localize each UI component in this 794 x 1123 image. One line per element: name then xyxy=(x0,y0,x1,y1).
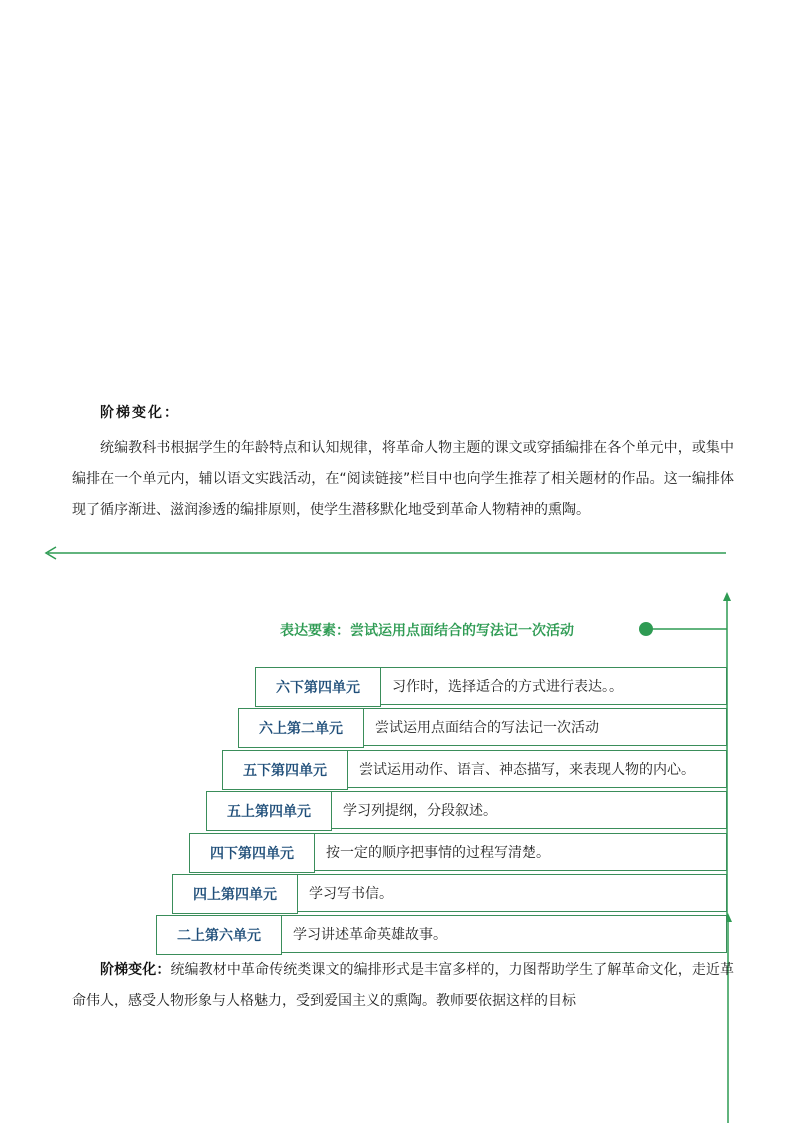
section1-paragraph: 统编教科书根据学生的年龄特点和认知规律，将革命人物主题的课文或穿插编排在各个单元中，或集中编排在一个单元内，辅以语文实践活动，在“阅读链接”栏目中也向学生推荐了相关题材的作品。这一编排体现了循序渐进、滋润渗透的编排原则，使学生潜移默化地受到革命人物精神的熏陶。 xyxy=(72,440,734,518)
step-unit-label: 四上第四单元 xyxy=(172,874,298,914)
step-row xyxy=(255,667,727,705)
step-row xyxy=(156,915,727,953)
step-unit-label: 五上第四单元 xyxy=(206,791,332,831)
section1-heading: 阶梯变化： xyxy=(100,405,180,421)
step-unit-label: 五下第四单元 xyxy=(222,750,348,790)
step-description: 按一定的顺序把事情的过程写清楚。 xyxy=(326,845,550,861)
step-description: 习作时，选择适合的方式进行表达。。 xyxy=(392,679,623,695)
step-row xyxy=(206,791,727,829)
step-description: 尝试运用动作、语言、神态描写，来表现人物的内心。 xyxy=(359,762,695,778)
step-unit-label: 六下第四单元 xyxy=(255,667,381,707)
step-row xyxy=(238,708,727,746)
step-unit-label: 六上第二单元 xyxy=(238,708,364,748)
step-row xyxy=(172,874,727,912)
goal-label: 表达要素：尝试运用点面结合的写法记一次活动 xyxy=(280,623,574,639)
step-row xyxy=(222,750,727,788)
step-description: 学习写书信。 xyxy=(309,886,393,902)
step-unit-label: 四下第四单元 xyxy=(189,833,315,873)
step-description: 学习列提纲，分段叙述。 xyxy=(343,803,497,819)
up-arrowhead-upper xyxy=(723,592,731,601)
section2-text: 统编教材中革命传统类课文的编排形式是丰富多样的，力图帮助学生了解革命文化，走近革命伟人，感受人物形象与人格魅力，受到爱国主义的熏陶。教师要依据这样的目标 xyxy=(72,962,735,1009)
step-description: 尝试运用点面结合的写法记一次活动 xyxy=(375,720,599,736)
step-unit-label: 二上第六单元 xyxy=(156,915,282,955)
section2-paragraph xyxy=(72,955,734,1017)
step-description: 学习讲述革命英雄故事。 xyxy=(293,927,447,943)
step-row xyxy=(189,833,727,871)
section2-heading: 阶梯变化： xyxy=(100,962,171,978)
